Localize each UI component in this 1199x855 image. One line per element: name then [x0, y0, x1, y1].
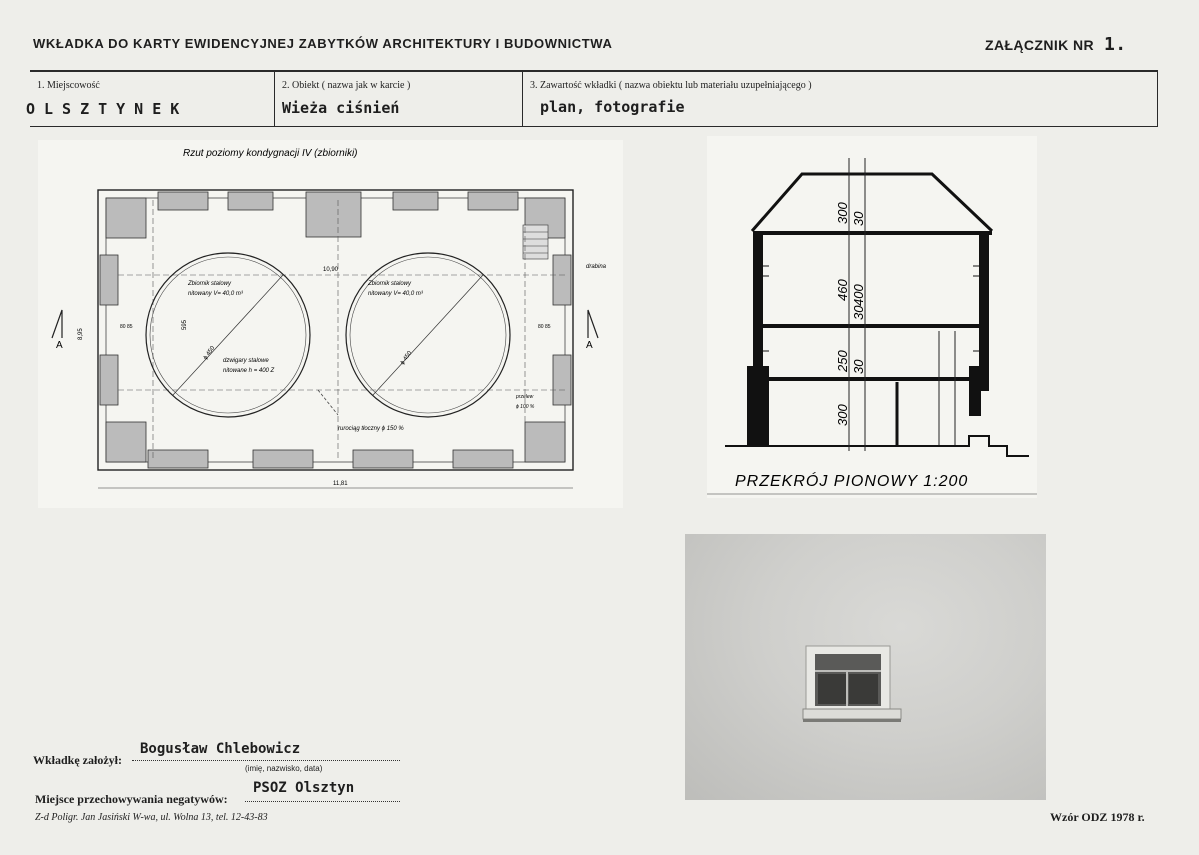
dim-side: 8,95: [78, 328, 84, 340]
negatives-label: Miejsce przechowywania negatywów:: [35, 792, 228, 806]
ladder-label: drabina: [586, 264, 607, 270]
section-mark-left: A: [56, 340, 63, 351]
locality-label: 1. Miejscowość: [37, 80, 100, 91]
diam-left: ϕ 450: [202, 345, 217, 362]
annex-label: [985, 34, 1127, 55]
field-divider-end: [1157, 71, 1158, 127]
section-mark-right: A: [586, 340, 593, 351]
author-value: Bogusław Chlebowicz: [140, 741, 301, 757]
tank-left-label-2: nitowany V= 40,0 m³: [188, 291, 243, 297]
printer-note: Z-d Poligr. Jan Jasiński W-wa, ul. Wolna 13, tel. 12-43-83: [35, 812, 268, 823]
object-label: 2. Obiekt ( nazwa jak w karcie ): [282, 80, 411, 91]
author-label: Wkładkę założył:: [33, 753, 122, 767]
dim-small-right: 80 85: [538, 324, 551, 330]
section-dim-2: 30: [851, 211, 866, 226]
section-dim-5: 30: [851, 305, 866, 320]
section-caption: PRZEKRÓJ PIONOWY 1:200: [735, 473, 969, 490]
locality-value: OLSZTYNEK: [26, 100, 189, 118]
author-dotted-line: [132, 760, 400, 761]
beams-label-2: nitowane h = 400 Z: [223, 368, 275, 374]
facade-photo: [685, 534, 1046, 800]
overflow-label-2: ϕ 100 %: [516, 404, 535, 410]
dim-small-left: 80 85: [120, 324, 133, 330]
diam-right: ϕ 450: [399, 350, 414, 367]
author-hint: (imię, nazwisko, data): [245, 764, 323, 773]
dim-inner: 10,90: [323, 267, 339, 273]
section-drawing-scan: [707, 136, 1037, 498]
field-divider-2: [522, 71, 523, 127]
form-code: Wzór ODZ 1978 r.: [1050, 810, 1145, 824]
section-dim-3: 460: [835, 279, 850, 301]
window-photo: [685, 534, 1046, 800]
header-rule-bottom: [30, 126, 1158, 127]
document-title: WKŁADKA DO KARTY EWIDENCYJNEJ ZABYTKÓW ARCHITEKTURY I BUDOWNICTWA: [33, 36, 613, 51]
section-dim-6: 250: [835, 350, 850, 372]
overflow-label-1: przelew: [516, 394, 534, 400]
section-drawing: [707, 136, 1037, 498]
negatives-value: PSOZ Olsztyn: [253, 780, 355, 796]
negatives-dotted-line: [245, 801, 400, 802]
header-rule-top: [30, 70, 1158, 72]
dim-left: 595: [182, 319, 188, 330]
tank-right-label-1: Zbiornik stalowy: [368, 281, 412, 287]
section-dim-4: 400: [851, 284, 866, 306]
pipe-label: rurociąg tłoczny ϕ 150 %: [338, 426, 404, 432]
dim-total: 11,81: [333, 481, 348, 487]
beams-label-1: dzwigary stalowe: [223, 358, 269, 364]
section-dim-8: 300: [835, 404, 850, 426]
field-divider-1: [274, 71, 275, 127]
section-dim-1: 300: [835, 202, 850, 224]
plan-title: Rzut poziomy kondygnacji IV (zbiorniki): [183, 148, 358, 159]
object-value: Wieża ciśnień: [282, 99, 400, 117]
section-dim-7: 30: [851, 359, 866, 374]
annex-number: 1.: [1104, 34, 1127, 55]
tank-left-label-1: Zbiornik stalowy: [188, 281, 232, 287]
annex-label-text: ZAŁĄCZNIK NR: [985, 37, 1095, 53]
content-label: 3. Zawartość wkładki ( nazwa obiektu lub materiału uzupełniającego ): [530, 80, 812, 91]
floor-plan-drawing: [38, 140, 623, 508]
floor-plan-scan: [38, 140, 623, 508]
content-value: plan, fotografie: [540, 98, 685, 116]
tank-right-label-2: nitowany V= 40,0 m³: [368, 291, 423, 297]
